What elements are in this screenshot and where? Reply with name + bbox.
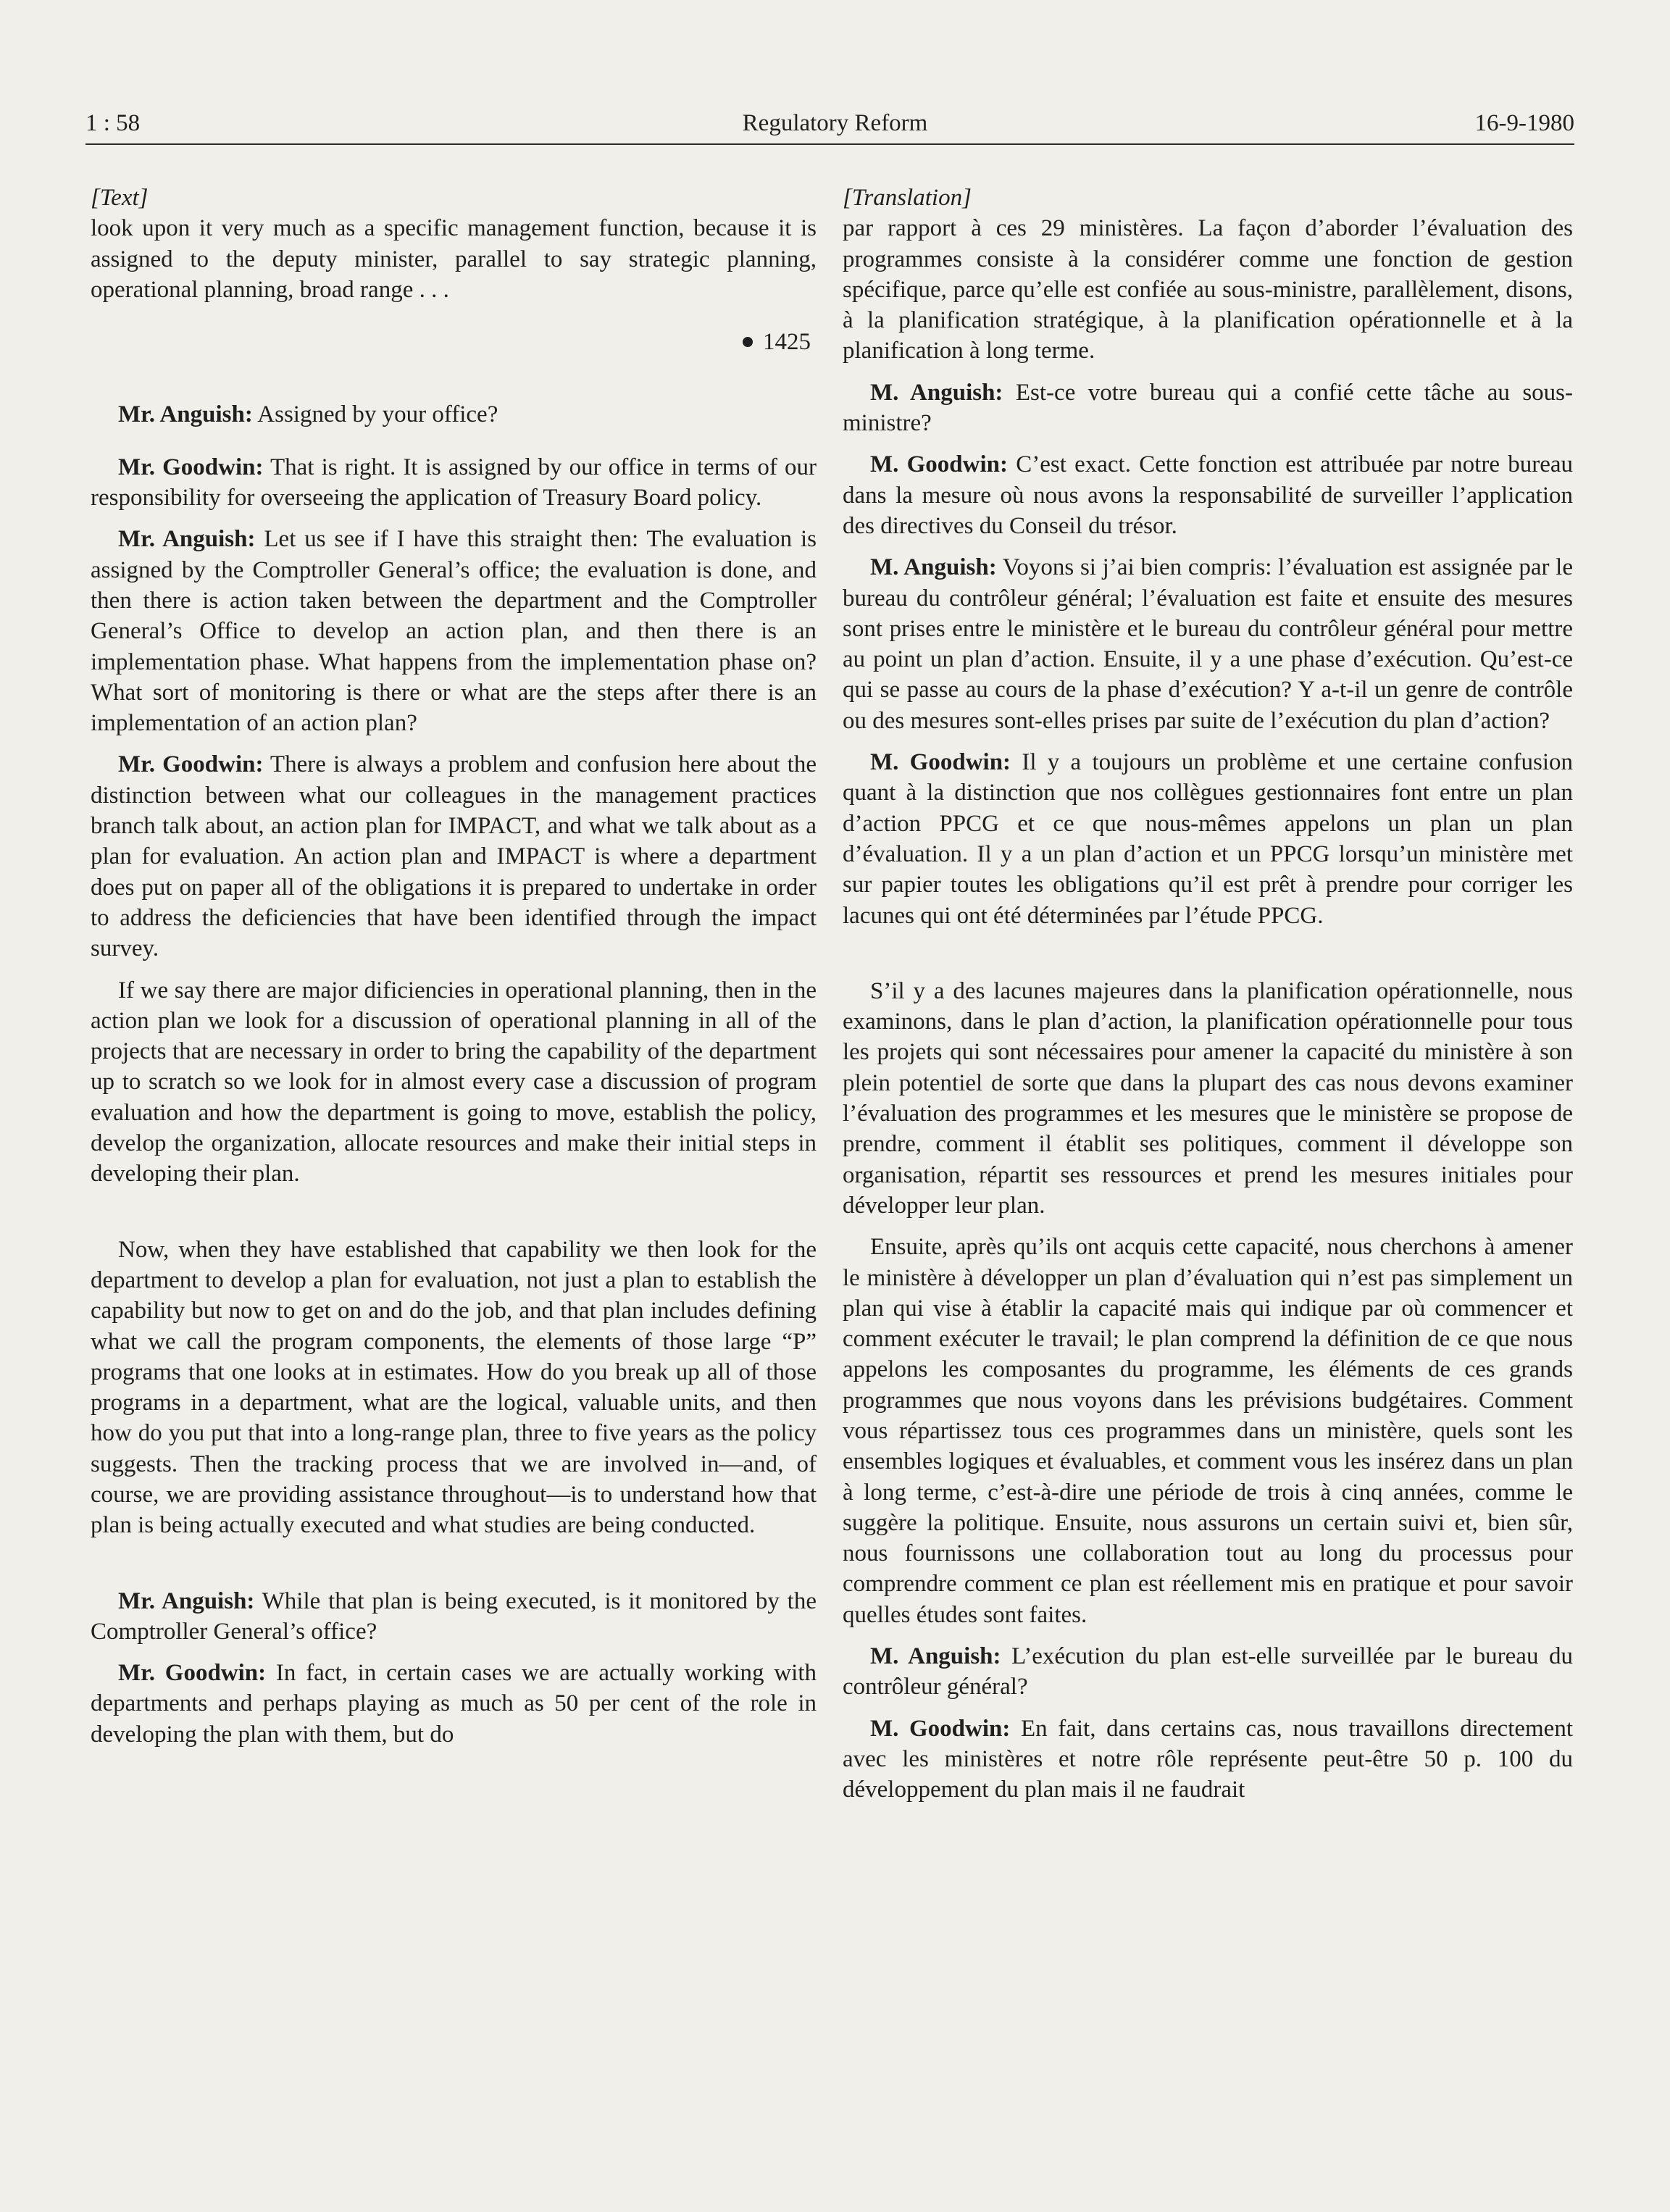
english-column	[91, 183, 817, 1750]
speech-text: L’exécution du plan est-elle surveillée par le bureau du contrôleur général?	[843, 1643, 1573, 1700]
paragraph	[843, 1714, 1573, 1806]
speaker-name: Mr. Anguish:	[118, 1587, 255, 1614]
speech-text: In fact, in certain cases we are actually working with departments and perhaps playing as much as 50 per cent of the role in developing the plan with them, but do	[91, 1660, 817, 1748]
speaker-name: M. Anguish:	[870, 554, 997, 581]
speaker-name: M. Goodwin:	[870, 1715, 1011, 1742]
speech-text: En fait, dans certains cas, nous travaillons directement avec les ministères et notre rôle représente peut-être 50 p. 100 du développement du plan mais il ne faudrait	[843, 1715, 1573, 1803]
speaker-name: Mr. Anguish:	[118, 526, 256, 553]
speaker-name: M. Anguish:	[870, 1643, 1001, 1670]
time-stamp	[91, 327, 817, 357]
page-number: 1 : 58	[85, 110, 141, 136]
paragraph: If we say there are major dificiencies in operational planning, then in the action plan we look for a discussion of operational planning in all of the projects that are necessary in order to bring the capability of the department up to scratch so we look for in almost every case a discussion of program evaluation and how the department is going to move, establish the policy, develop the organization, allocate resources and make their initial steps in developing their plan.	[91, 977, 817, 1188]
paragraph	[91, 399, 817, 430]
paragraph	[91, 524, 817, 738]
speaker-name: M. Goodwin:	[870, 749, 1011, 776]
speaker-name: Mr. Goodwin:	[118, 1660, 267, 1687]
paragraph: par rapport à ces 29 ministères. La façon d’aborder l’évaluation des programmes consiste à la considérer comme une fonction de gestion spécifique, parce qu’elle est confiée au sous-ministre, parallèlement, disons, à la planification stratégique, à la planification opérationnelle et à la planification à long terme.	[843, 215, 1573, 364]
time-stamp-value: 1425	[763, 329, 811, 356]
paragraph	[843, 552, 1573, 736]
paragraph	[91, 452, 817, 514]
paragraph: look upon it very much as a specific management function, because it is assigned to the deputy minister, parallel to say strategic planning, operational planning, broad range . . .	[91, 215, 817, 303]
running-title: Regulatory Reform	[742, 110, 928, 136]
paragraph	[843, 1641, 1573, 1703]
paragraph	[843, 449, 1573, 541]
paragraph	[843, 377, 1573, 439]
header-date: 16-9-1980	[1474, 110, 1574, 136]
column-label: [Translation]	[843, 185, 972, 211]
paragraph: S’il y a des lacunes majeures dans la planification opérationnelle, nous examinons, dans le plan d’action, la planification opérationnelle pour tous les projets qui sont nécessaires pour amener la capacité du ministère à son plein potentiel de sorte que dans la plupart des cas nous devons examiner l’évaluation des programmes et les mesures que le ministère se propose de prendre, comment il établit ses politiques, comment il développe son organisation, répartit ses ressources et prend les mesures initiales pour développer leur plan.	[843, 977, 1573, 1219]
speech-text: Assigned by your office?	[252, 401, 498, 428]
paragraph: Ensuite, après qu’ils ont acquis cette capacité, nous cherchons à amener le ministère à développer un plan d’évaluation qui n’est pas simplement un plan qui vise à établir la capacité mais qui indique par où commencer et comment exécuter le travail; le plan comprend la définition de ce que nous appelons les composantes du programme, les éléments de ces grands programmes que nous voyons dans les prévisions budgétaires. Comment vous répartissez tous ces programmes dans un ministère, quels sont les ensembles logiques et évaluables, et comment vous les insérez dans un plan à long terme, c’est-à-dire une période de trois à cinq années, comme le suggère la politique. Ensuite, nous assurons un certain suivi et, bien sûr, nous fournissons une collaboration tout au long du processus pour comprendre comment ce plan est réellement mis en pratique et pour savoir quelles études sont faites.	[843, 1234, 1573, 1628]
paragraph	[91, 1586, 817, 1648]
speaker-name: Mr. Goodwin:	[118, 454, 264, 480]
french-column	[843, 183, 1573, 1806]
speech-text: C’est exact. Cette fonction est attribuée par notre bureau dans la mesure où nous avons la responsabilité de surveiller l’application des directives du Conseil du trésor.	[843, 451, 1574, 539]
paragraph	[843, 747, 1573, 931]
speech-text: Let us see if I have this straight then: The evaluation is assigned by the Comptroller General’s office; the evaluation is done, and then there is action taken between the department and the Comptroller General’s Office to develop an action plan, and then there is an implementation phase. What happens from the implementation phase on? What sort of monitoring is there or what are the steps after there is an implementation of an action plan?	[91, 526, 817, 737]
paragraph	[91, 749, 817, 964]
column-label: [Text]	[91, 185, 149, 211]
speech-text: Il y a toujours un problème et une certaine confusion quant à la distinction que nos collègues gestionnaires font entre un plan d’action PPCG et ce que nous-mêmes appelons un plan un plan d’évaluation. Il y a un plan d’action et un PPCG lorsqu’un ministère met sur papier toutes les obligations qu’il est prêt à prendre pour corriger les lacunes qui ont été déterminées par l’étude PPCG.	[843, 749, 1573, 929]
paragraph: Now, when they have established that capability we then look for the department to develop a plan for evaluation, not just a plan to establish the capability but now to get on and do the job, and that plan includes defining what we call the program components, the elements of those large “P” programs that one looks at in estimates. How do you break up all of those programs in a department, what are the logical, valuable units, and then how do you put that into a long-range plan, three to five years as the policy suggests. Then the tracking process that we are involved in—and, of course, we are providing assistance throughout—is to understand how that plan is being actually executed and what studies are being conducted.	[91, 1236, 817, 1539]
speech-text: Voyons si j’ai bien compris: l’évaluation est assignée par le bureau du contrôleur général; l’évaluation est faite et ensuite des mesures sont prises entre le ministère et le bureau du contrôleur général pour mettre au point un plan d’action. Ensuite, il y a une phase d’exécution. Qu’est-ce qui se passe au cours de la phase d’exécution? Y a-t-il un genre de contrôle ou des mesures sont-elles prises par suite de l’exécution du plan d’action?	[843, 554, 1573, 734]
speech-text: There is always a problem and confusion here about the distinction between what our colleagues in the management practices branch talk about, an action plan for IMPACT, and what we talk about as a plan for evaluation. An action plan and IMPACT is where a department does put on paper all of the obligations it is prepared to undertake in order to address the deficiencies that have been identified through the impact survey.	[91, 751, 817, 962]
paragraph	[91, 1658, 817, 1750]
bullet-icon	[743, 337, 753, 347]
speaker-name: M. Goodwin:	[870, 451, 1008, 478]
speech-text: Est-ce votre bureau qui a confié cette tâche au sous-ministre?	[843, 379, 1574, 437]
speech-text: While that plan is being executed, is it monitored by the Comptroller General’s office?	[91, 1587, 817, 1645]
header-rule	[85, 143, 1574, 145]
speaker-name: Mr. Anguish:	[118, 401, 253, 428]
speech-text: That is right. It is assigned by our office in terms of our responsibility for overseeing the application of Treasury Board policy.	[91, 454, 817, 512]
speaker-name: M. Anguish:	[870, 379, 1003, 406]
speaker-name: Mr. Goodwin:	[118, 751, 264, 778]
